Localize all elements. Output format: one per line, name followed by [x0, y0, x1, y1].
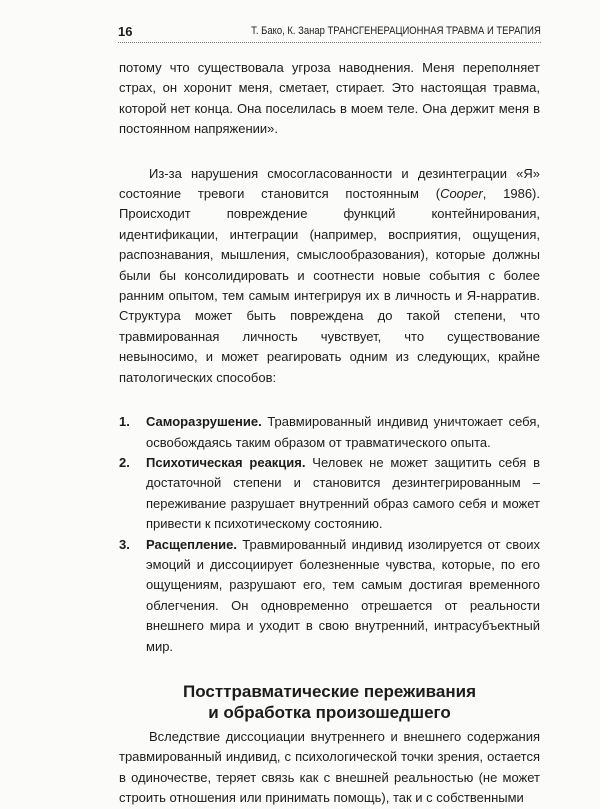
body-paragraph-1	[119, 164, 540, 388]
numbered-list	[119, 412, 540, 657]
page-number: 16	[118, 24, 133, 39]
list-item-number: 1.	[119, 414, 130, 430]
quote-ending: потому что существовала угроза наводнения. Меня переполняет страх, он хоронит меня, сметает, стирает. Это настоящая травма, которой нет конца. Она поселилась в моем теле. Она держит меня в постоянном напряжении».	[119, 60, 540, 137]
list-item-text: Травмированный индивид изолируется от своих эмоций и диссоциирует болезненные чувства, которые, по его ощущениям, разрушают его, тем самым достигая временного облегчения. Он одновременно отрешается от реальности внешнего мира и уходит в свою внутренний, интрасубъектный мир.	[146, 536, 540, 654]
running-title: Т. Бако, К. Занар ТРАНСГЕНЕРАЦИОННАЯ ТРАВМА И ТЕРАПИЯ	[251, 25, 541, 37]
list-item	[119, 453, 540, 535]
list-item	[119, 535, 540, 657]
list-item-text: Травмированный индивид уничтожает себя, освобождаясь таким образом от травматического опыта.	[146, 414, 540, 450]
section-heading	[119, 681, 540, 723]
citation-year: , 1986).	[482, 186, 540, 202]
page-body	[119, 58, 540, 809]
list-item-term: Саморазрушение.	[146, 414, 262, 430]
list-item-number: 3.	[119, 536, 130, 552]
paragraph-1-text-after: Происходит повреждение функций контейнирования, идентификации, интеграции (например, восприятия, ощущения, распознавания, мышления, смыслообразования), которые должны были бы консолидировать и соотнести новые события с более ранним опытом, тем самым интегрируя их в личность и Я-нарратив. Структура может быть повреждена до такой степени, что травмированная личность чувствует, что существование невыносимо, и может реагировать одним из следующих, крайне патологических способов:	[119, 206, 540, 385]
list-item-term: Психотическая реакция.	[146, 454, 306, 470]
section-heading-line-1: Посттравматические переживания	[183, 681, 476, 701]
citation-author: Cooper	[440, 186, 483, 202]
section-heading-line-2: и обработка произошедшего	[208, 702, 451, 722]
list-item-term: Расщепление.	[146, 536, 238, 552]
list-item-number: 2.	[119, 454, 130, 470]
paragraph-1-text-before: Из-за нарушения смосогласованности и дезинтеграции «Я» состояние тревоги становится постоянным (	[119, 165, 540, 202]
list-item	[119, 412, 540, 453]
page-header	[118, 20, 541, 43]
list-item-text: Человек не может защитить себя в достаточной степени и становится дезинтегрированным – переживание разрушает внутренний образ самого себя и может привести к психотическому состоянию.	[146, 454, 540, 532]
body-paragraph-2: Вследствие диссоциации внутреннего и внешнего содержания травмированный индивид, с психологической точки зрения, остается в одиночестве, теряет связь как с внешней реальностью (не может строить отношения или принимать помощь), так и с собственными	[119, 728, 540, 806]
